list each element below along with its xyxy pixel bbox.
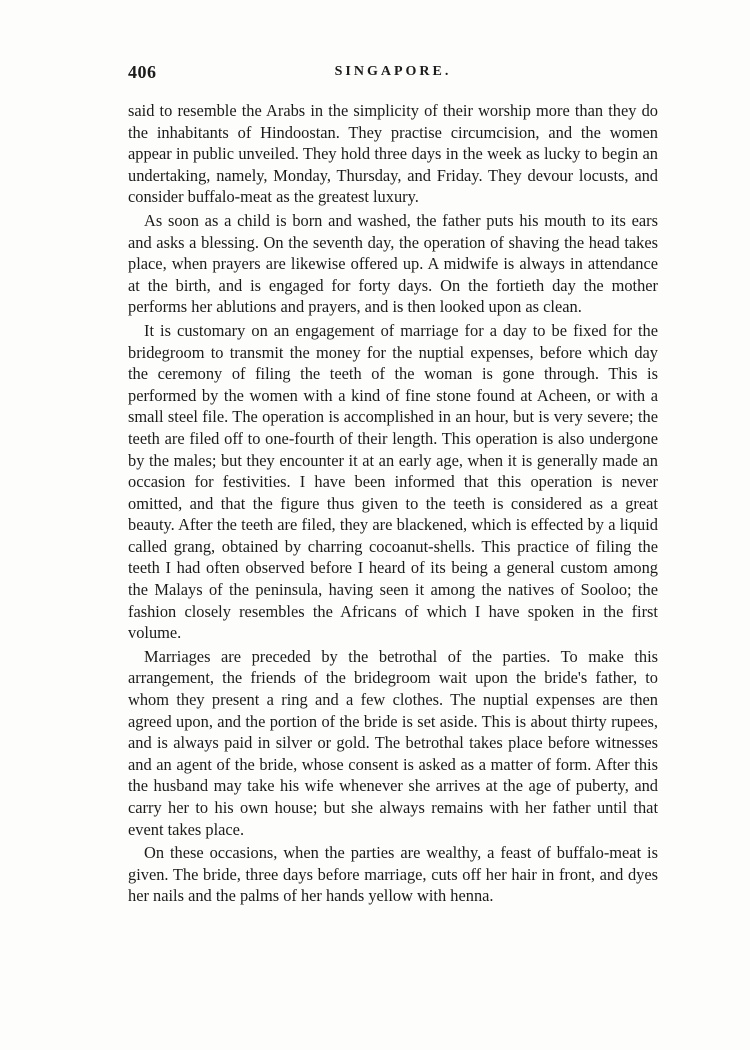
body-text xyxy=(128,100,658,909)
page-number: 406 xyxy=(128,62,157,82)
paragraph: As soon as a child is born and washed, the father puts his mouth to its ears and asks a blessing. On the seventh day, the operation of shaving the head takes place, when prayers are likewise offered up. A midwife is always in attendance at the birth, and is engaged for forty days. On the fortieth day the mother performs her ablutions and prayers, and is then looked upon as clean. xyxy=(128,210,658,317)
paragraph: On these occasions, when the parties are wealthy, a feast of buffalo-meat is given. The bride, three days before marriage, cuts off her hair in front, and dyes her nails and the palms of her hands yellow with henna. xyxy=(128,843,658,906)
running-title: SINGAPORE. xyxy=(334,64,452,79)
paragraph: It is customary on an engagement of marriage for a day to be fixed for the bridegroom to transmit the money for the nuptial expenses, before which day the ceremony of filing the teeth of the woman is gone through. This is performed by the women with a kind of fine stone found at Acheen, or with a small steel file. The operation is accomplished in an hour, but is very severe; the teeth are filed off to one-fourth of their length. This operation is also undergone by the males; but they encounter it at an early age, when it is generally made an occasion for festivities. I have been informed that this operation is never omitted, and that the figure thus given to the teeth is considered as a great beauty. After the teeth are filed, they are blackened, which is effected by a liquid called grang, obtained by charring cocoanut-shells. This practice of filing the teeth I had often observed before I heard of its being a general custom among the Malays of the peninsula, having seen it among the natives of Sooloo; the fashion closely resembles the Africans of which I have spoken in the first volume. xyxy=(128,320,658,643)
paragraph: Marriages are preceded by the betrothal of the parties. To make this arrangement, the friends of the bridegroom wait upon the bride's father, to whom they present a ring and a few clothes. The nuptial expenses are then agreed upon, and the portion of the bride is set aside. This is about thirty rupees, and is always paid in silver or gold. The betrothal takes place before witnesses and an agent of the bride, whose consent is asked as a matter of form. After this the husband may take his wife whenever she arrives at the age of puberty, and carry her to his own house; but she always remains with her father until that event takes place. xyxy=(128,646,658,839)
page-header xyxy=(128,62,658,86)
paragraph: said to resemble the Arabs in the simplicity of their worship more than they do the inhabitants of Hindoostan. They practise circumcision, and the women appear in public unveiled. They hold three days in the week as lucky to begin an undertaking, namely, Monday, Thursday, and Friday. They devour locusts, and consider buffalo-meat as the greatest luxury. xyxy=(128,101,658,207)
